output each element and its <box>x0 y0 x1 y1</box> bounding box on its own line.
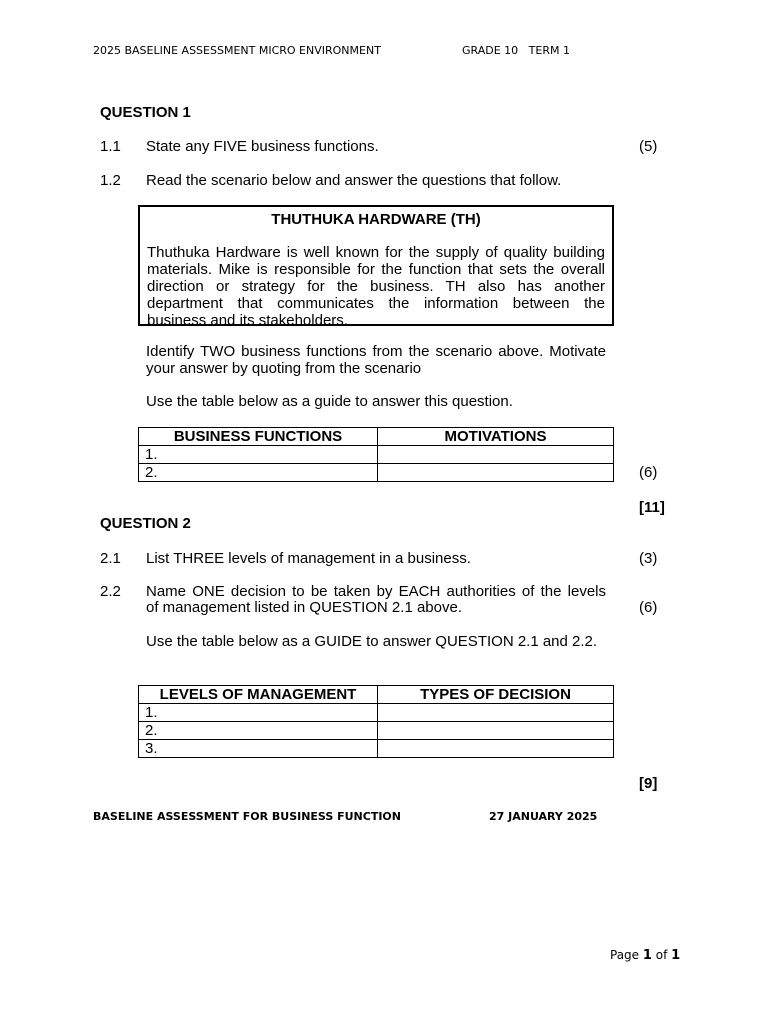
page-total: 1 <box>671 948 681 963</box>
header-left: 2025 BASELINE ASSESSMENT MICRO ENVIRONMENT <box>93 44 381 57</box>
q2-2-guide: Use the table below as a GUIDE to answer QUESTION 2.1 and 2.2. <box>146 633 598 650</box>
q2-1-number: 2.1 <box>100 550 121 567</box>
row-number: 1. <box>139 446 378 464</box>
table-row <box>139 740 614 758</box>
question-2-title: QUESTION 2 <box>100 515 191 532</box>
column-header: BUSINESS FUNCTIONS <box>139 428 378 446</box>
q1-1-mark: (5) <box>639 138 658 155</box>
q1-2-instruction: Identify TWO business functions from the scenario above. Motivate your answer by quoting from the scenario <box>146 343 606 377</box>
column-header: LEVELS OF MANAGEMENT <box>139 686 378 704</box>
row-number: 2. <box>139 722 378 740</box>
table-row <box>139 464 614 482</box>
question-1-title: QUESTION 1 <box>100 104 191 121</box>
business-functions-table <box>138 427 614 482</box>
management-levels-table <box>138 685 614 758</box>
column-header: MOTIVATIONS <box>378 428 614 446</box>
q1-1-number: 1.1 <box>100 138 121 155</box>
q2-1-text: List THREE levels of management in a business. <box>146 550 471 567</box>
row-number: 3. <box>139 740 378 758</box>
footer-right: 27 JANUARY 2025 <box>489 810 598 823</box>
row-number: 1. <box>139 704 378 722</box>
q1-total: [11] <box>639 499 665 516</box>
q1-2-guide: Use the table below as a guide to answer this question. <box>146 393 513 410</box>
q1-2-mark: (6) <box>639 464 658 481</box>
table-header-row <box>139 686 614 704</box>
table-header-row <box>139 428 614 446</box>
table-row <box>139 446 614 464</box>
q1-2-text: Read the scenario below and answer the questions that follow. <box>146 172 562 189</box>
answer-cell <box>378 704 614 722</box>
table-row <box>139 704 614 722</box>
footer-left: BASELINE ASSESSMENT FOR BUSINESS FUNCTION <box>93 810 401 823</box>
page-number <box>610 948 680 963</box>
table-row <box>139 722 614 740</box>
page-current: 1 <box>642 948 652 963</box>
row-number: 2. <box>139 464 378 482</box>
scenario-box <box>138 205 614 329</box>
q1-2-number: 1.2 <box>100 172 121 189</box>
scenario-body: Thuthuka Hardware is well known for the supply of quality building materials. Mike is responsible for the function that sets the overall direction or strategy for the business. TH also has another department that communicates the information between the business and its stakeholders. <box>147 244 605 329</box>
q2-2-line-1: Name ONE decision to be taken by EACH authorities of the levels <box>146 583 606 600</box>
column-header: TYPES OF DECISION <box>378 686 614 704</box>
q2-total: [9] <box>639 775 658 792</box>
header-right: GRADE 10 TERM 1 <box>462 44 570 57</box>
answer-cell <box>378 740 614 758</box>
q2-2-mark: (6) <box>639 599 658 616</box>
answer-cell <box>378 722 614 740</box>
q2-2-line-2: of management listed in QUESTION 2.1 above. <box>146 599 462 616</box>
page-prefix: Page <box>610 948 640 962</box>
q2-1-mark: (3) <box>639 550 658 567</box>
scenario-title: THUTHUKA HARDWARE (TH) <box>271 211 481 228</box>
q2-2-number: 2.2 <box>100 583 121 600</box>
page-of: of <box>655 948 668 962</box>
q1-1-text: State any FIVE business functions. <box>146 138 379 155</box>
answer-cell <box>378 446 614 464</box>
answer-cell <box>378 464 614 482</box>
